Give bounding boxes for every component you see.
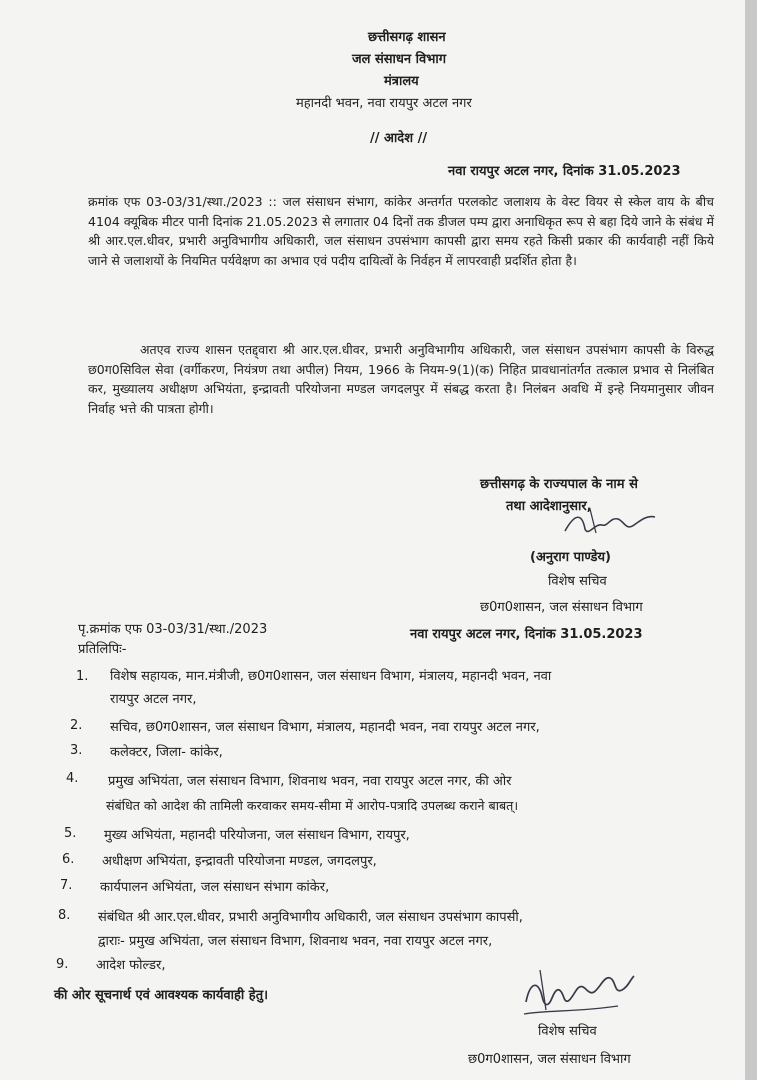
list-text-line: कार्यपालन अभियंता, जल संसाधन संभाग कांकेर, — [100, 880, 330, 895]
page-edge — [745, 0, 757, 1080]
list-text-line: रायपुर अटल नगर, — [110, 692, 197, 707]
list-text-line: अधीक्षण अभियंता, इन्द्रावती परियोजना मण्डल, जगदलपुर, — [102, 854, 377, 869]
header-department: जल संसाधन विभाग — [352, 52, 447, 67]
header-address: महानदी भवन, नवा रायपुर अटल नगर — [296, 96, 472, 111]
header-state: छत्तीसगढ़ शासन — [368, 30, 446, 45]
list-number: 3. — [70, 743, 83, 758]
order-by-line: तथा आदेशानुसार, — [506, 499, 592, 514]
list-number: 7. — [60, 878, 73, 893]
list-number: 4. — [66, 771, 79, 786]
list-text-line: कलेक्टर, जिला- कांकेर, — [110, 745, 223, 760]
signatory-designation: विशेष सचिव — [548, 574, 607, 589]
order-paragraph-2: अतएव राज्य शासन एतद्द्वारा श्री आर.एल.धीवर, प्रभारी अनुविभागीय अधिकारी, जल संसाधन उपसंभाग कापसी के विरुद्ध छ0ग0सिविल सेवा (वर्गीकरण, नियंत्रण तथा अपील) नियम, 1966 के नियम-9(1)(क) निहित प्रावधानांतर्गत तत्काल प्रभाव से निलंबित कर, मुख्यालय अधीक्षण अभियंता, इन्द्रावती परियोजना मण्डल जगदलपुर में संबद्ध करता है। निलंबन अवधि में इन्हे नियमानुसार जीवन निर्वाह भत्ते की पात्रता होगी। — [88, 342, 714, 416]
list-number: 2. — [70, 718, 83, 733]
list-number: 9. — [56, 957, 69, 972]
governor-line: छत्तीसगढ़ के राज्यपाल के नाम से — [480, 477, 638, 492]
list-text-line: प्रमुख अभियंता, जल संसाधन विभाग, शिवनाथ भवन, नवा रायपुर अटल नगर, की ओर — [108, 774, 512, 789]
list-text-line: सचिव, छ0ग0शासन, जल संसाधन विभाग, मंत्रालय, महानदी भवन, नवा रायपुर अटल नगर, — [110, 720, 540, 735]
list-number: 6. — [62, 852, 75, 867]
order-title: // आदेश // — [370, 131, 428, 146]
signature-2-image — [518, 962, 638, 1022]
signatory-2-department: छ0ग0शासन, जल संसाधन विभाग — [468, 1052, 631, 1067]
closing-line: की ओर सूचनार्थ एवं आवश्यक कार्यवाही हेतु। — [54, 988, 269, 1003]
signature-1-image — [560, 503, 660, 543]
copy-to-label: प्रतिलिपिः- — [78, 642, 127, 657]
list-text-line: संबंधित श्री आर.एल.धीवर, प्रभारी अनुविभागीय अधिकारी, जल संसाधन उपसंभाग कापसी, — [98, 910, 523, 925]
list-number: 5. — [64, 826, 77, 841]
header-ministry: मंत्रालय — [384, 74, 419, 89]
signatory-department: छ0ग0शासन, जल संसाधन विभाग — [480, 600, 643, 615]
list-number: 8. — [58, 908, 71, 923]
signatory-name: (अनुराग पाण्डेय) — [530, 550, 611, 565]
endorsement-number: पृ.क्रमांक एफ 03-03/31/स्था./2023 — [78, 622, 268, 637]
signatory-2-designation: विशेष सचिव — [538, 1024, 597, 1039]
list-number: 1. — [76, 669, 89, 684]
list-text-line: द्वाराः- प्रमुख अभियंता, जल संसाधन विभाग, शिवनाथ भवन, नवा रायपुर अटल नगर, — [98, 934, 493, 949]
list-text-line: मुख्य अभियंता, महानदी परियोजना, जल संसाधन विभाग, रायपुर, — [104, 828, 410, 843]
list-text-line: संबंधित को आदेश की तामिली करवाकर समय-सीमा में आरोप-पत्रादि उपलब्ध कराने बाबत्। — [106, 798, 519, 813]
order-date: नवा रायपुर अटल नगर, दिनांक 31.05.2023 — [448, 164, 681, 179]
list-text-line: विशेष सहायक, मान.मंत्रीजी, छ0ग0शासन, जल संसाधन विभाग, मंत्रालय, महानदी भवन, नवा — [110, 669, 552, 684]
list-text-line: आदेश फोल्डर, — [96, 958, 166, 973]
endorsement-date: नवा रायपुर अटल नगर, दिनांक 31.05.2023 — [410, 627, 643, 642]
order-paragraph-1: क्रमांक एफ 03-03/31/स्था./2023 :: जल संसाधन संभाग, कांकेर अन्तर्गत परलकोट जलाशय के वेस्ट वियर से स्केल वाय के बीच 4104 क्यूबिक मीटर पानी दिनांक 21.05.2023 से लगातार 04 दिनों तक डीजल पम्प द्वारा अनाधिकृत रूप से बहा दिये जाने के संबंध में श्री आर.एल.धीवर, प्रभारी अनुविभागीय अधिकारी, जल संसाधन उपसंभाग कापसी द्वारा समय रहते किसी प्रकार की कार्यवाही नहीं किये जाने से जलाशयों के नियमित पर्यवेक्षण का अभाव एवं पदीय दायित्वों के निर्वहन में लापरवाही प्रदर्शित होता है। — [88, 194, 714, 268]
